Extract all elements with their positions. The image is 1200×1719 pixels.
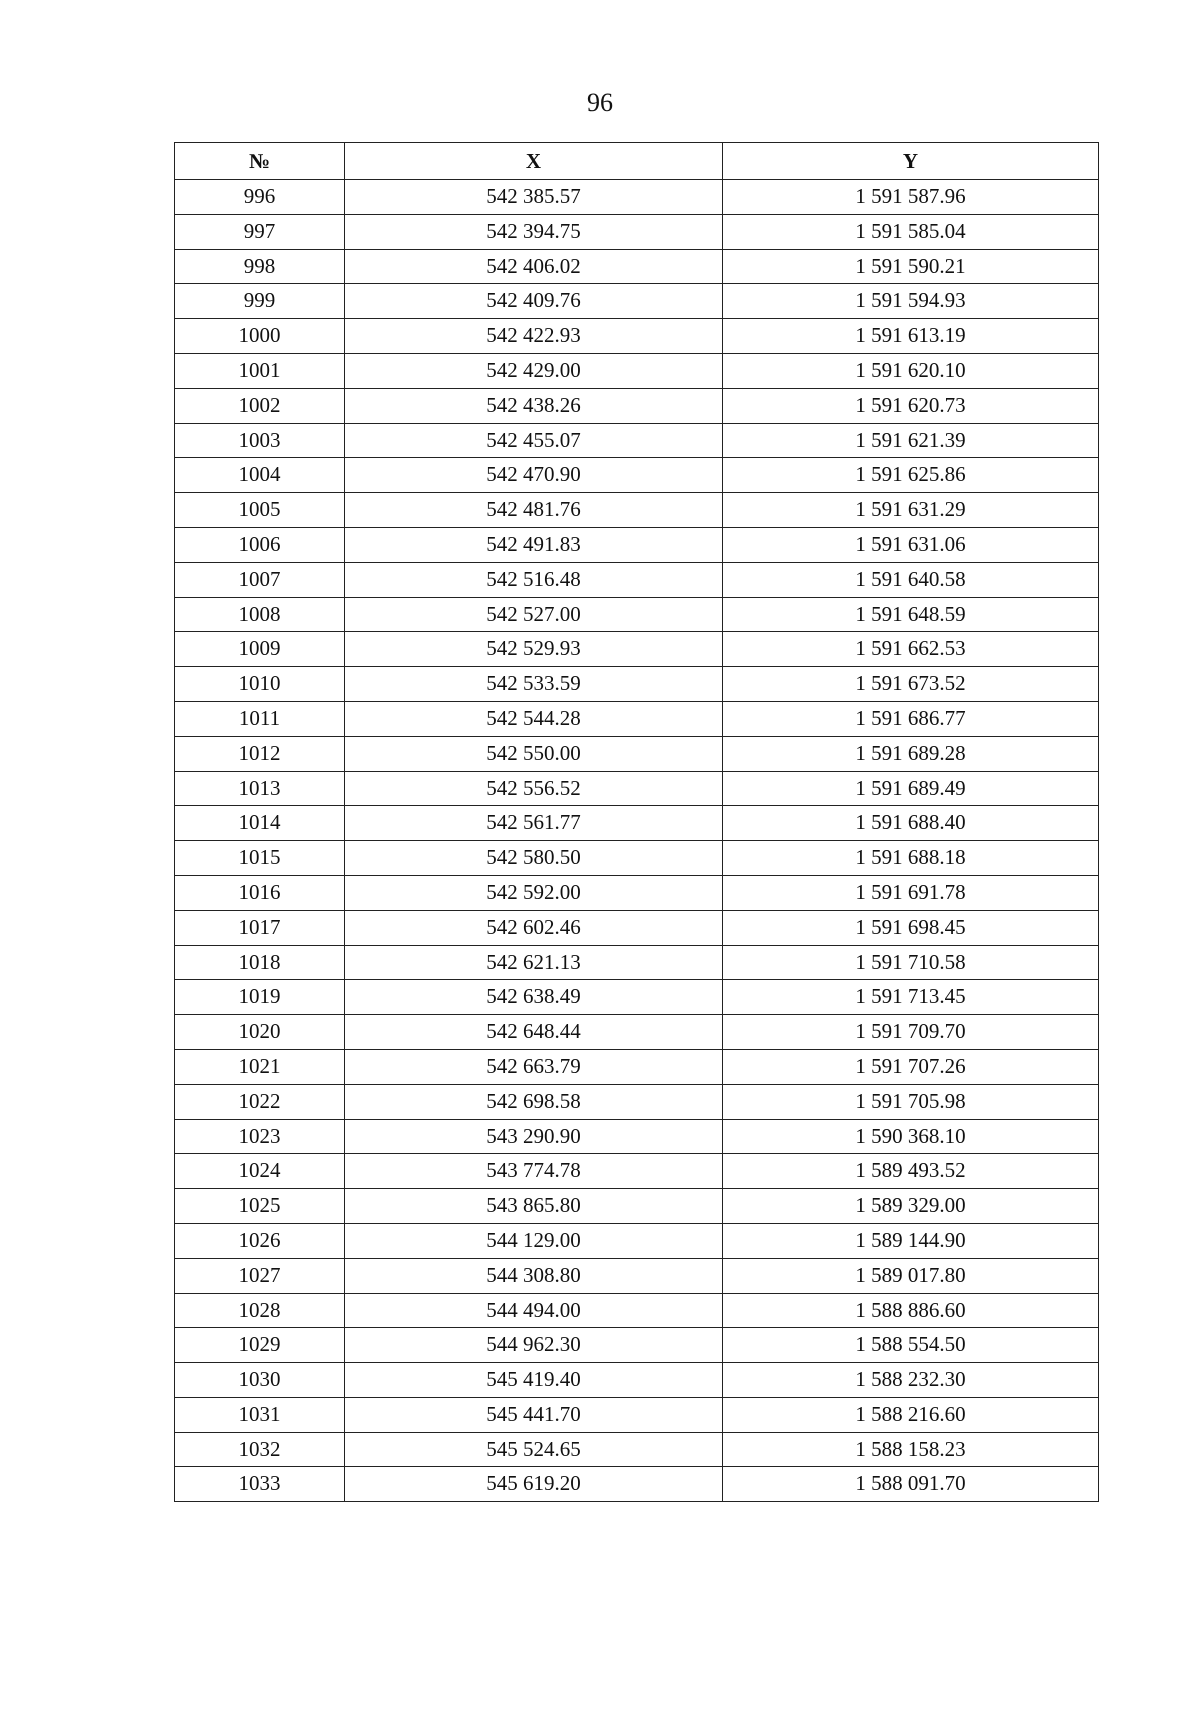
x-coordinate-cell: 542 438.26	[345, 388, 723, 423]
x-coordinate-cell: 544 129.00	[345, 1223, 723, 1258]
point-number-cell: 1015	[175, 841, 345, 876]
y-coordinate-cell: 1 589 329.00	[723, 1189, 1099, 1224]
table-row	[175, 980, 1099, 1015]
table-row	[175, 632, 1099, 667]
point-number-cell: 1009	[175, 632, 345, 667]
x-coordinate-cell: 542 394.75	[345, 214, 723, 249]
table-row	[175, 875, 1099, 910]
x-coordinate-cell: 545 524.65	[345, 1432, 723, 1467]
y-coordinate-cell: 1 590 368.10	[723, 1119, 1099, 1154]
point-number-cell: 1032	[175, 1432, 345, 1467]
y-coordinate-cell: 1 588 216.60	[723, 1397, 1099, 1432]
point-number-cell: 1029	[175, 1328, 345, 1363]
y-coordinate-cell: 1 589 017.80	[723, 1258, 1099, 1293]
point-number-cell: 1019	[175, 980, 345, 1015]
point-number-cell: 1001	[175, 353, 345, 388]
y-coordinate-cell: 1 591 625.86	[723, 458, 1099, 493]
x-coordinate-cell: 542 638.49	[345, 980, 723, 1015]
point-number-cell: 1010	[175, 667, 345, 702]
y-coordinate-cell: 1 591 613.19	[723, 319, 1099, 354]
x-coordinate-cell: 542 481.76	[345, 493, 723, 528]
point-number-cell: 1023	[175, 1119, 345, 1154]
page-number: 96	[587, 88, 613, 117]
x-coordinate-cell: 542 455.07	[345, 423, 723, 458]
y-coordinate-cell: 1 591 621.39	[723, 423, 1099, 458]
x-coordinate-cell: 542 385.57	[345, 180, 723, 215]
point-number-cell: 1004	[175, 458, 345, 493]
x-coordinate-cell: 542 406.02	[345, 249, 723, 284]
x-coordinate-cell: 542 470.90	[345, 458, 723, 493]
header-x: X	[345, 143, 723, 180]
point-number-cell: 1027	[175, 1258, 345, 1293]
table-row	[175, 667, 1099, 702]
y-coordinate-cell: 1 591 631.29	[723, 493, 1099, 528]
x-coordinate-cell: 543 290.90	[345, 1119, 723, 1154]
table-row	[175, 214, 1099, 249]
point-number-cell: 1030	[175, 1363, 345, 1398]
point-number-cell: 996	[175, 180, 345, 215]
x-coordinate-cell: 542 527.00	[345, 597, 723, 632]
table-row	[175, 388, 1099, 423]
point-number-cell: 1018	[175, 945, 345, 980]
y-coordinate-cell: 1 591 640.58	[723, 562, 1099, 597]
table-row	[175, 1328, 1099, 1363]
y-coordinate-cell: 1 591 710.58	[723, 945, 1099, 980]
table-row	[175, 493, 1099, 528]
point-number-cell: 1021	[175, 1049, 345, 1084]
header-number: №	[175, 143, 345, 180]
table-row	[175, 180, 1099, 215]
table-row	[175, 1119, 1099, 1154]
point-number-cell: 1033	[175, 1467, 345, 1502]
x-coordinate-cell: 543 865.80	[345, 1189, 723, 1224]
point-number-cell: 1024	[175, 1154, 345, 1189]
table-row	[175, 806, 1099, 841]
x-coordinate-cell: 542 533.59	[345, 667, 723, 702]
table-body	[175, 180, 1099, 1502]
y-coordinate-cell: 1 588 554.50	[723, 1328, 1099, 1363]
table-row	[175, 423, 1099, 458]
point-number-cell: 1005	[175, 493, 345, 528]
point-number-cell: 1011	[175, 701, 345, 736]
point-number-cell: 1028	[175, 1293, 345, 1328]
y-coordinate-cell: 1 591 707.26	[723, 1049, 1099, 1084]
point-number-cell: 1012	[175, 736, 345, 771]
y-coordinate-cell: 1 591 689.49	[723, 771, 1099, 806]
y-coordinate-cell: 1 591 594.93	[723, 284, 1099, 319]
point-number-cell: 1006	[175, 527, 345, 562]
x-coordinate-cell: 542 491.83	[345, 527, 723, 562]
point-number-cell: 1022	[175, 1084, 345, 1119]
point-number-cell: 1003	[175, 423, 345, 458]
y-coordinate-cell: 1 588 232.30	[723, 1363, 1099, 1398]
y-coordinate-cell: 1 589 144.90	[723, 1223, 1099, 1258]
y-coordinate-cell: 1 588 886.60	[723, 1293, 1099, 1328]
y-coordinate-cell: 1 591 648.59	[723, 597, 1099, 632]
table-row	[175, 771, 1099, 806]
y-coordinate-cell: 1 591 662.53	[723, 632, 1099, 667]
y-coordinate-cell: 1 591 585.04	[723, 214, 1099, 249]
x-coordinate-cell: 544 962.30	[345, 1328, 723, 1363]
point-number-cell: 1025	[175, 1189, 345, 1224]
point-number-cell: 1016	[175, 875, 345, 910]
x-coordinate-cell: 545 619.20	[345, 1467, 723, 1502]
point-number-cell: 1014	[175, 806, 345, 841]
table-row	[175, 1432, 1099, 1467]
table-row	[175, 736, 1099, 771]
table-row	[175, 1015, 1099, 1050]
y-coordinate-cell: 1 591 709.70	[723, 1015, 1099, 1050]
table-row	[175, 319, 1099, 354]
table-row	[175, 1223, 1099, 1258]
table-row	[175, 249, 1099, 284]
x-coordinate-cell: 542 602.46	[345, 910, 723, 945]
point-number-cell: 997	[175, 214, 345, 249]
x-coordinate-cell: 542 561.77	[345, 806, 723, 841]
table-row	[175, 527, 1099, 562]
table-row	[175, 458, 1099, 493]
y-coordinate-cell: 1 591 673.52	[723, 667, 1099, 702]
point-number-cell: 1031	[175, 1397, 345, 1432]
table-row	[175, 701, 1099, 736]
y-coordinate-cell: 1 591 705.98	[723, 1084, 1099, 1119]
x-coordinate-cell: 542 698.58	[345, 1084, 723, 1119]
table-header	[175, 143, 1099, 180]
x-coordinate-cell: 542 429.00	[345, 353, 723, 388]
point-number-cell: 998	[175, 249, 345, 284]
y-coordinate-cell: 1 591 631.06	[723, 527, 1099, 562]
x-coordinate-cell: 543 774.78	[345, 1154, 723, 1189]
x-coordinate-cell: 542 529.93	[345, 632, 723, 667]
x-coordinate-cell: 542 409.76	[345, 284, 723, 319]
table-row	[175, 284, 1099, 319]
y-coordinate-cell: 1 591 689.28	[723, 736, 1099, 771]
y-coordinate-cell: 1 591 713.45	[723, 980, 1099, 1015]
x-coordinate-cell: 542 550.00	[345, 736, 723, 771]
y-coordinate-cell: 1 591 587.96	[723, 180, 1099, 215]
coordinates-table	[174, 142, 1099, 1502]
point-number-cell: 1026	[175, 1223, 345, 1258]
x-coordinate-cell: 544 494.00	[345, 1293, 723, 1328]
table-row	[175, 1049, 1099, 1084]
y-coordinate-cell: 1 588 091.70	[723, 1467, 1099, 1502]
x-coordinate-cell: 542 580.50	[345, 841, 723, 876]
table-row	[175, 945, 1099, 980]
table-row	[175, 910, 1099, 945]
x-coordinate-cell: 542 516.48	[345, 562, 723, 597]
table-row	[175, 353, 1099, 388]
point-number-cell: 1013	[175, 771, 345, 806]
table-row	[175, 1293, 1099, 1328]
header-row	[175, 143, 1099, 180]
table-row	[175, 841, 1099, 876]
x-coordinate-cell: 544 308.80	[345, 1258, 723, 1293]
x-coordinate-cell: 542 544.28	[345, 701, 723, 736]
x-coordinate-cell: 542 422.93	[345, 319, 723, 354]
table-row	[175, 1189, 1099, 1224]
point-number-cell: 1008	[175, 597, 345, 632]
table-row	[175, 1363, 1099, 1398]
table-row	[175, 1258, 1099, 1293]
y-coordinate-cell: 1 591 688.18	[723, 841, 1099, 876]
point-number-cell: 1007	[175, 562, 345, 597]
x-coordinate-cell: 542 621.13	[345, 945, 723, 980]
table-row	[175, 562, 1099, 597]
x-coordinate-cell: 542 648.44	[345, 1015, 723, 1050]
y-coordinate-cell: 1 591 691.78	[723, 875, 1099, 910]
point-number-cell: 1017	[175, 910, 345, 945]
y-coordinate-cell: 1 591 686.77	[723, 701, 1099, 736]
y-coordinate-cell: 1 591 698.45	[723, 910, 1099, 945]
table-row	[175, 1084, 1099, 1119]
y-coordinate-cell: 1 591 620.73	[723, 388, 1099, 423]
y-coordinate-cell: 1 591 590.21	[723, 249, 1099, 284]
header-y: Y	[723, 143, 1099, 180]
table-row	[175, 597, 1099, 632]
point-number-cell: 1002	[175, 388, 345, 423]
y-coordinate-cell: 1 589 493.52	[723, 1154, 1099, 1189]
x-coordinate-cell: 542 663.79	[345, 1049, 723, 1084]
x-coordinate-cell: 545 441.70	[345, 1397, 723, 1432]
table-row	[175, 1154, 1099, 1189]
y-coordinate-cell: 1 588 158.23	[723, 1432, 1099, 1467]
table-row	[175, 1397, 1099, 1432]
point-number-cell: 1020	[175, 1015, 345, 1050]
point-number-cell: 1000	[175, 319, 345, 354]
point-number-cell: 999	[175, 284, 345, 319]
x-coordinate-cell: 542 592.00	[345, 875, 723, 910]
x-coordinate-cell: 542 556.52	[345, 771, 723, 806]
y-coordinate-cell: 1 591 688.40	[723, 806, 1099, 841]
table-row	[175, 1467, 1099, 1502]
x-coordinate-cell: 545 419.40	[345, 1363, 723, 1398]
y-coordinate-cell: 1 591 620.10	[723, 353, 1099, 388]
